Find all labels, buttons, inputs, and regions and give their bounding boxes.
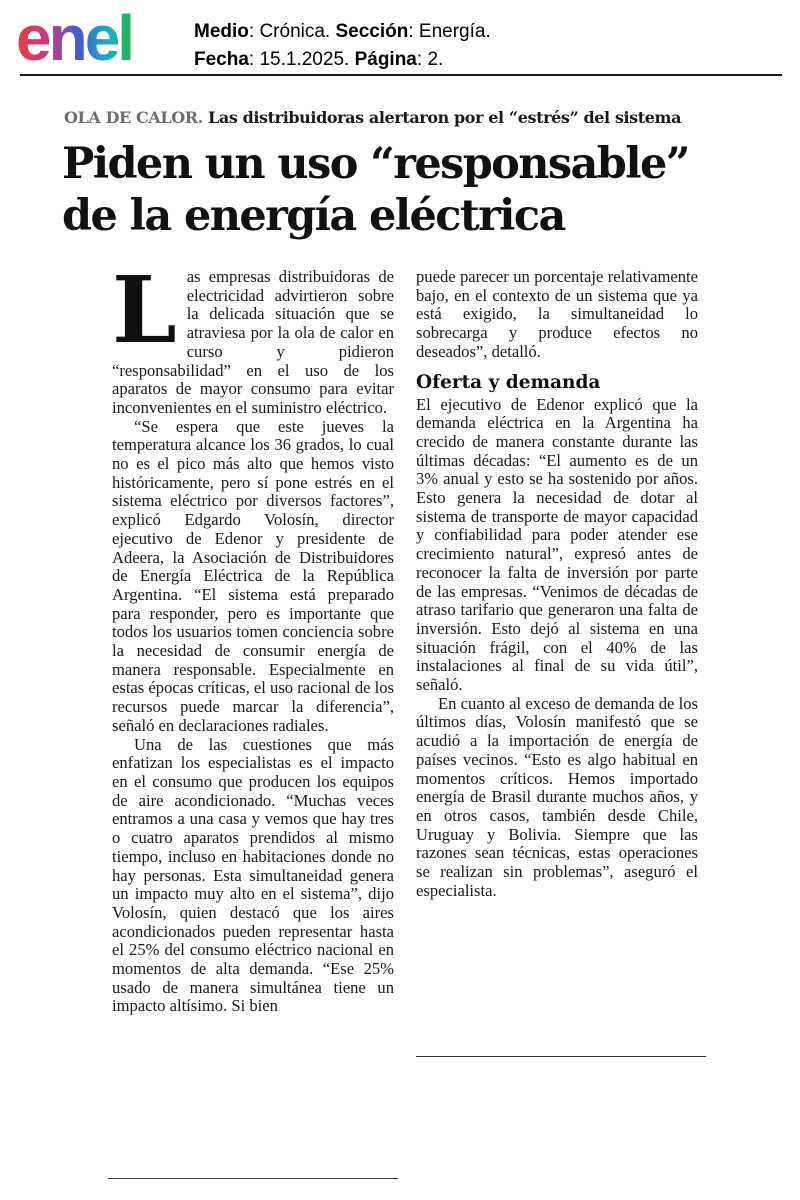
column-right-end-rule bbox=[416, 1056, 706, 1057]
paragraph-6: En cuanto al exceso de demanda de los últimos días, Volosín manifestó que se acudió a la importación de energía de países vecinos. “Esto es algo habitual en momentos críticos. Hemos importado energía de Brasil durante muchos años, y en otros casos, también desde Chile, Uruguay y Bolivia. Siempre que las razones sean técnicas, estas operaciones se realizan sin problemas”, aseguró el especialista. bbox=[416, 693, 698, 900]
headline-line-2: de la energía eléctrica bbox=[62, 191, 565, 241]
medio-label: Medio bbox=[194, 21, 249, 42]
svg-text:enel: enel bbox=[16, 8, 133, 70]
column-left-end-rule bbox=[108, 1178, 398, 1179]
clipping-header bbox=[0, 0, 800, 78]
kicker-text: Las distribuidoras alertaron por el “estrés” del sistema bbox=[202, 108, 682, 127]
header-divider bbox=[20, 74, 782, 76]
seccion-value: : Energía. bbox=[408, 21, 491, 42]
paragraph-4: puede parecer un porcentaje relativamente bajo, en el contexto de un sistema que ya está exigido, la simultaneidad lo sobrecarga y produce efectos no deseados”, detalló. bbox=[416, 267, 698, 361]
article-headline bbox=[62, 138, 782, 242]
headline-line-1: Piden un uso “responsable” bbox=[62, 139, 689, 189]
fecha-value: : 15.1.2025. bbox=[248, 49, 355, 70]
drop-cap: L bbox=[112, 256, 177, 364]
meta-line-2 bbox=[194, 46, 491, 74]
paragraph-2: “Se espera que este jueves la temperatura alcance los 36 grados, lo cual no es el pico más alto que hemos visto históricamente, pero sí pone estrés en el sistema eléctrico por diversos factores”, explicó Edgardo Volosín, director ejecutivo de Edenor y presidente de Adeera, la Asociación de Distribuidores de Energía Eléctrica de la República Argentina. “El sistema está preparado para responder, pero es importante que todos los usuarios tomen conciencia sobre la necesidad de consumir energía de manera responsable. Especialmente en estas épocas críticas, el uso racional de los recursos puede marcar la diferencia”, señaló en declaraciones radiales. bbox=[112, 416, 394, 735]
clipping-meta bbox=[194, 18, 491, 74]
paragraph-1-text: as empresas distribuidoras de electricidad advirtieron sobre la delicada situación que se atraviesa por la ola de calor en curso y pidieron “responsabilidad” en el uso de los aparatos de mayor consumo para evitar inconvenientes en el suministro eléctrico. bbox=[112, 267, 394, 417]
fecha-label: Fecha bbox=[194, 49, 249, 70]
article-kicker bbox=[64, 108, 764, 127]
article-column-right bbox=[416, 268, 698, 901]
pagina-label: Página bbox=[354, 49, 417, 70]
paragraph-5: El ejecutivo de Edenor explicó que la demanda eléctrica en la Argentina ha crecido de manera constante durante las últimas décadas: “El aumento es de un 3% anual y esto se ha sostenido por años. Esto genera la necesidad de dotar al sistema de transporte de mayor capacidad y confiabilidad para poder atender ese crecimiento natural”, expresó antes de reconocer la falta de inversión por parte de las empresas. “Venimos de décadas de atraso tarifario que generaron una falta de inversión. Esto dejó al sistema en una situación frágil, con el 40% de las instalaciones al final de su vida útil”, señaló. bbox=[416, 394, 698, 695]
article-column-left bbox=[112, 256, 394, 1016]
kicker-tag: OLA DE CALOR. bbox=[64, 108, 203, 127]
pagina-value: : 2. bbox=[416, 49, 444, 70]
seccion-label: Sección bbox=[335, 21, 409, 42]
meta-line-1 bbox=[194, 18, 491, 46]
paragraph-3: Una de las cuestiones que más enfatizan los especialistas es el impacto en el consumo que producen los equipos de aire acondicionado. “Muchas veces entramos a una casa y vemos que hay tres o cuatro aparatos prendidos al mismo tiempo, incluso en habitaciones donde no hay personas. Esta simultaneidad genera un impacto muy alto en el sistema”, dijo Volosín, quien destacó que los aires acondicionados pueden representar hasta el 25% del consumo eléctrico nacional en momentos de alta demanda. “Ese 25% usado de manera simultánea tiene un impacto altísimo. Si bien bbox=[112, 734, 394, 1016]
section-subhead: Oferta y demanda bbox=[416, 371, 601, 393]
paragraph-1 bbox=[112, 256, 394, 418]
medio-value: : Crónica. bbox=[248, 21, 336, 42]
enel-logo bbox=[14, 8, 174, 70]
